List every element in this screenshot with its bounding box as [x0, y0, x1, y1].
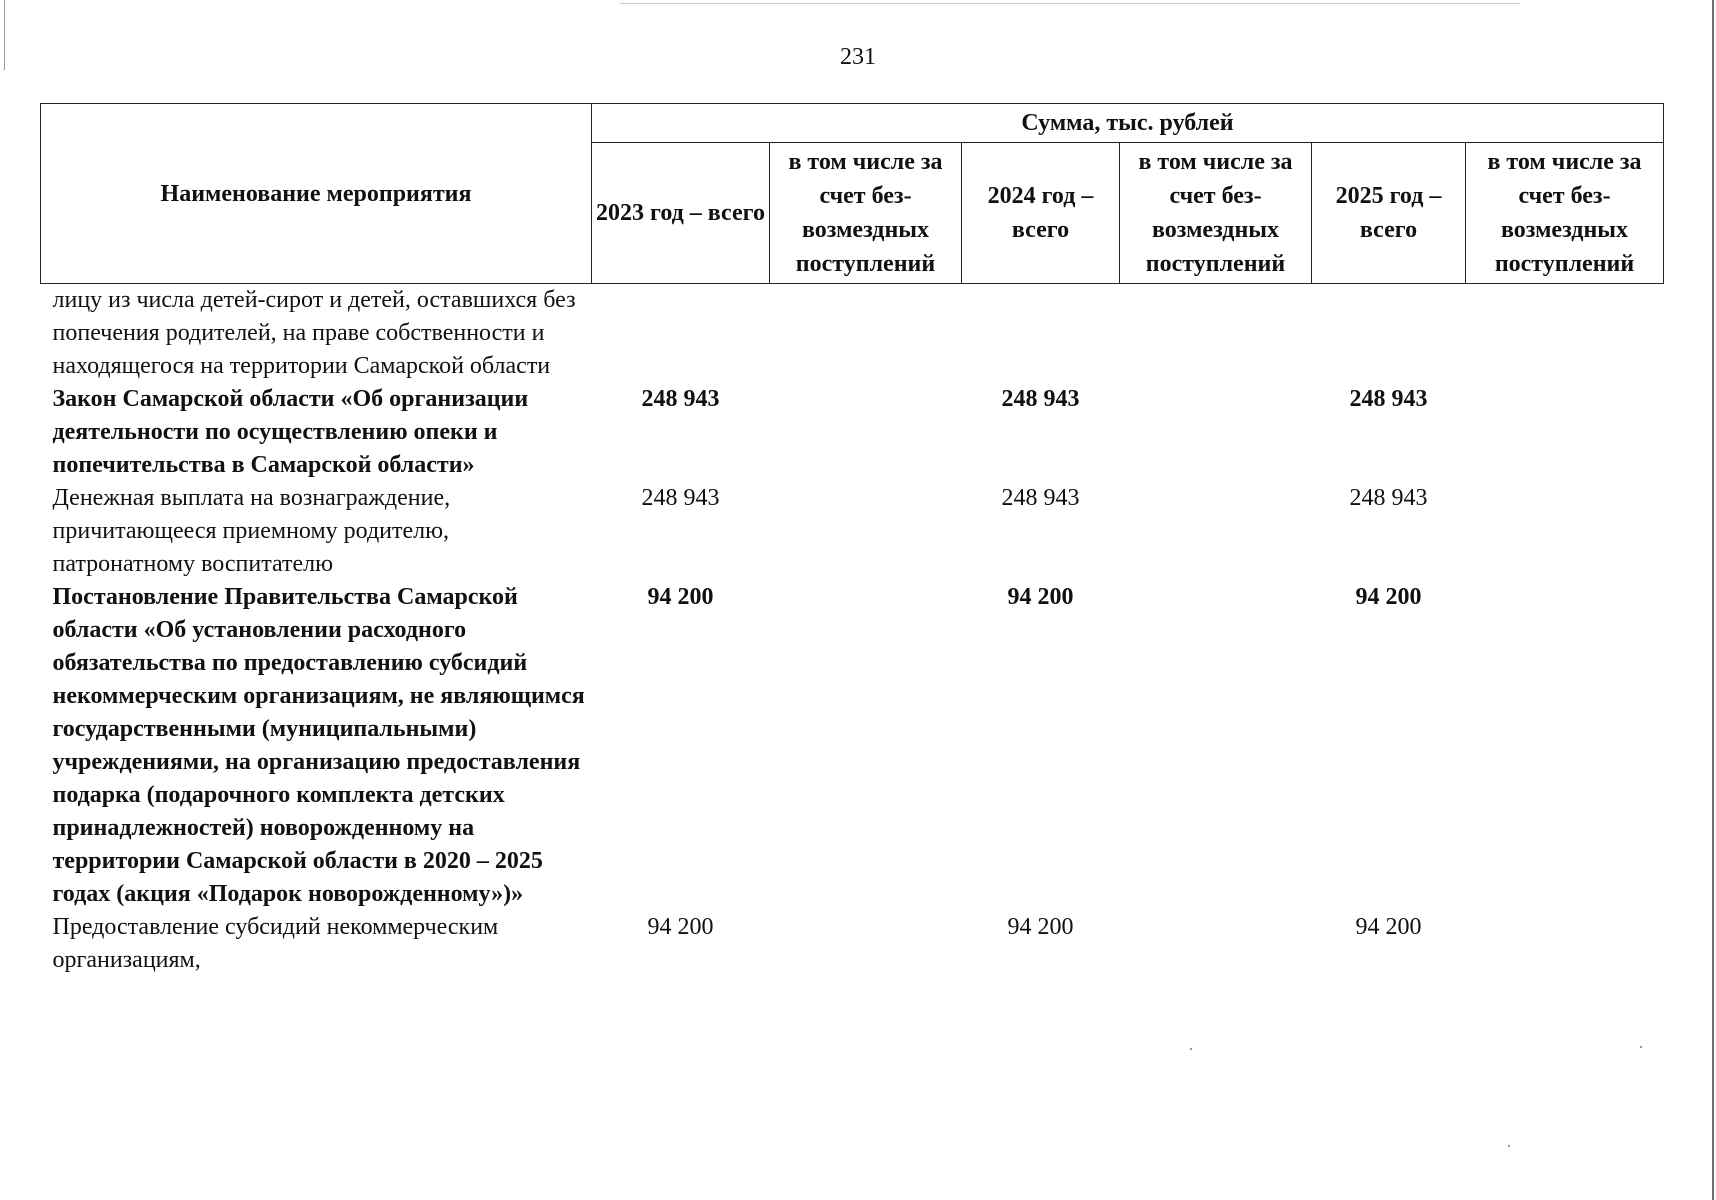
budget-table [40, 103, 1664, 977]
cell-2025-total: 248 943 [1349, 485, 1428, 511]
header-2024-gratuitous: в том числе за счет без-возмездных поступлений [1120, 143, 1312, 284]
cell-2025-total: 94 200 [1355, 584, 1422, 610]
table-body [41, 284, 1664, 978]
scan-speck [1508, 1145, 1510, 1147]
cell-2024-gratuitous [1120, 581, 1312, 911]
cell-2025-gratuitous [1466, 284, 1664, 384]
cell-2025-total: 248 943 [1349, 386, 1428, 412]
cell-2023-total: 94 200 [647, 584, 714, 610]
row-name: Закон Самарской области «Об организации деятельности по осуществлению опеки и попечительства в Самарской области» [52, 386, 529, 478]
scan-speck [1190, 1048, 1192, 1050]
header-sum-group: Сумма, тыс. рублей [592, 104, 1664, 143]
scan-edge-top [620, 3, 1520, 4]
cell-2024-total: 94 200 [1007, 584, 1074, 610]
cell-2025-gratuitous [1466, 383, 1664, 482]
cell-2024-total [962, 284, 1120, 384]
cell-2025-gratuitous [1466, 911, 1664, 977]
cell-2023-gratuitous [770, 482, 962, 581]
cell-2024-total: 248 943 [1001, 485, 1080, 511]
cell-2024-gratuitous [1120, 383, 1312, 482]
cell-2023-gratuitous [770, 581, 962, 911]
header-name-column: Наименование мероприятия [41, 104, 592, 284]
header-2023-total: 2023 год – всего [592, 143, 770, 284]
table-row [41, 284, 1664, 384]
row-name: лицу из числа детей-сирот и детей, оставшихся без попечения родителей, на праве собственности и находящегося на территории Самарской области [52, 287, 576, 379]
cell-2023-gratuitous [770, 911, 962, 977]
scan-edge-right [1712, 0, 1714, 1200]
cell-2025-total: 94 200 [1355, 914, 1422, 940]
row-name: Денежная выплата на вознаграждение, причитающееся приемному родителю, патронатному воспитателю [52, 485, 451, 577]
cell-2023-total: 94 200 [647, 914, 714, 940]
cell-2025-gratuitous [1466, 482, 1664, 581]
table-row [41, 911, 1664, 977]
cell-2024-total: 248 943 [1001, 386, 1080, 412]
cell-2023-total: 248 943 [641, 485, 720, 511]
scan-speck [1640, 1046, 1642, 1048]
row-name: Предоставление субсидий некоммерческим организациям, [52, 914, 499, 973]
cell-2024-gratuitous [1120, 284, 1312, 384]
row-name: Постановление Правительства Самарской области «Об установлении расходного обязательства по предоставлению субсидий некоммерческим организациям, не являющимся государственными (муниципальными) учреждениями, на организацию предоставления подарка (подарочного комплекта детских принадлежностей) новорожденному на территории Самарской области в 2020 – 2025 годах (акция «Подарок новорожденному»)» [52, 584, 585, 907]
cell-2024-gratuitous [1120, 482, 1312, 581]
table-header [41, 104, 1664, 284]
cell-2024-gratuitous [1120, 911, 1312, 977]
cell-2023-total [592, 284, 770, 384]
table-row [41, 482, 1664, 581]
header-2024-total: 2024 год – всего [962, 143, 1120, 284]
page-number: 231 [840, 44, 876, 70]
table-row [41, 581, 1664, 911]
header-2025-total: 2025 год – всего [1312, 143, 1466, 284]
cell-2024-total: 94 200 [1007, 914, 1074, 940]
cell-2023-total: 248 943 [641, 386, 720, 412]
cell-2025-total [1312, 284, 1466, 384]
header-2025-gratuitous: в том числе за счет без-возмездных поступлений [1466, 143, 1664, 284]
cell-2025-gratuitous [1466, 581, 1664, 911]
header-2023-gratuitous: в том числе за счет без-возмездных поступлений [770, 143, 962, 284]
cell-2023-gratuitous [770, 383, 962, 482]
table-row [41, 383, 1664, 482]
cell-2023-gratuitous [770, 284, 962, 384]
